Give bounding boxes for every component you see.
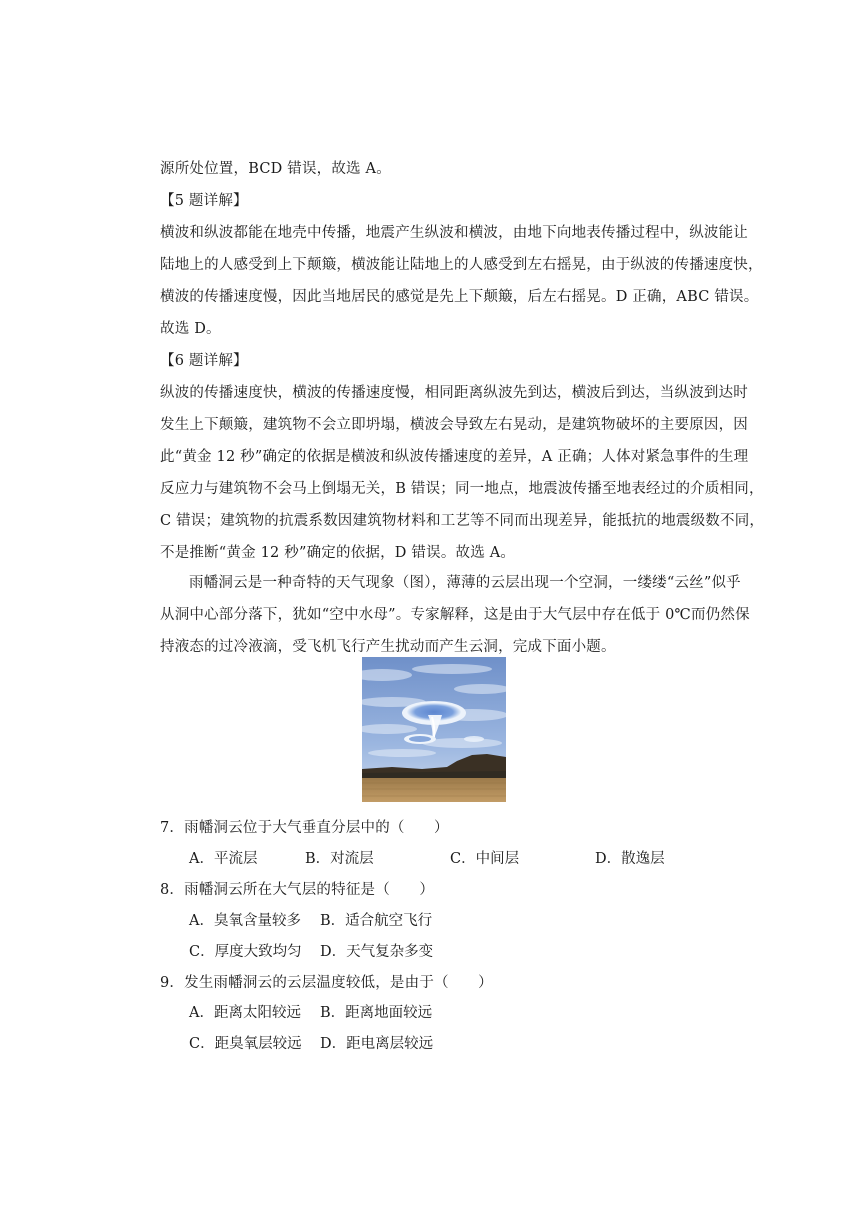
- question-7-option-b[interactable]: B．对流层: [305, 851, 374, 867]
- fallstreak-hole-cloud-photo: [362, 657, 506, 802]
- explanation-line: 故选 D。: [160, 321, 221, 337]
- question-7-option-c[interactable]: C．中间层: [450, 851, 520, 867]
- question-9-option-d[interactable]: D．距电离层较远: [320, 1036, 434, 1052]
- explanation-line: 不是推断“黄金 12 秒”确定的依据，D 错误。故选 A。: [160, 545, 516, 561]
- question-7-stem: 7．雨幡洞云位于大气垂直分层中的（ ）: [160, 820, 449, 836]
- passage-line: 从洞中心部分落下，犹如“空中水母”。专家解释，这是由于大气层中存在低于 0℃而仍然保: [160, 607, 750, 623]
- question-8-option-a[interactable]: A．臭氧含量较多: [189, 913, 301, 929]
- explanation-line: 反应力与建筑物不会马上倒塌无关，B 错误；同一地点，地震波传播至地表经过的介质相同，: [160, 481, 764, 497]
- question-7-option-d[interactable]: D．散逸层: [595, 851, 665, 867]
- explanation-line: 此“黄金 12 秒”确定的依据是横波和纵波传播速度的差异，A 正确；人体对紧急事件的生理: [160, 449, 749, 465]
- explanation-line: 横波的传播速度慢，因此当地居民的感觉是先上下颠簸，后左右摇晃。D 正确，ABC 错误。: [160, 289, 759, 305]
- section-heading-q5: 【5 题详解】: [160, 193, 248, 209]
- explanation-line: 纵波的传播速度快，横波的传播速度慢，相同距离纵波先到达，横波后到达，当纵波到达时: [160, 385, 748, 401]
- explanation-line: 源所处位置，BCD 错误，故选 A。: [160, 161, 391, 177]
- question-7-option-a[interactable]: A．平流层: [189, 851, 258, 867]
- section-heading-q6: 【6 题详解】: [160, 353, 248, 369]
- question-9-option-b[interactable]: B．距离地面较远: [320, 1005, 433, 1021]
- question-9-option-c[interactable]: C．距臭氧层较远: [189, 1036, 302, 1052]
- question-8-stem: 8．雨幡洞云所在大气层的特征是（ ）: [160, 882, 435, 898]
- question-8-option-d[interactable]: D．天气复杂多变: [320, 944, 434, 960]
- question-8-option-c[interactable]: C．厚度大致均匀: [189, 944, 302, 960]
- explanation-line: 发生上下颠簸，建筑物不会立即坍塌，横波会导致左右晃动，是建筑物破坏的主要原因，因: [160, 417, 748, 433]
- explanation-line: 陆地上的人感受到上下颠簸，横波能让陆地上的人感受到左右摇晃，由于纵波的传播速度快，: [160, 257, 763, 273]
- passage-line: 持液态的过冷液滴，受飞机飞行产生扰动而产生云洞，完成下面小题。: [160, 639, 616, 655]
- explanation-line: 横波和纵波都能在地壳中传播，地震产生纵波和横波，由地下向地表传播过程中，纵波能让: [160, 225, 748, 241]
- question-9-stem: 9．发生雨幡洞云的云层温度较低，是由于（ ）: [160, 975, 493, 991]
- question-9-option-a[interactable]: A．距离太阳较远: [189, 1005, 301, 1021]
- question-8-option-b[interactable]: B．适合航空飞行: [320, 913, 433, 929]
- explanation-line: C 错误；建筑物的抗震系数因建筑物材料和工艺等不同而出现差异，能抵抗的地震级数不同，: [160, 513, 765, 529]
- passage-line: 雨幡洞云是一种奇特的天气现象（图），薄薄的云层出现一个空洞，一缕缕“云丝”似乎: [189, 575, 741, 591]
